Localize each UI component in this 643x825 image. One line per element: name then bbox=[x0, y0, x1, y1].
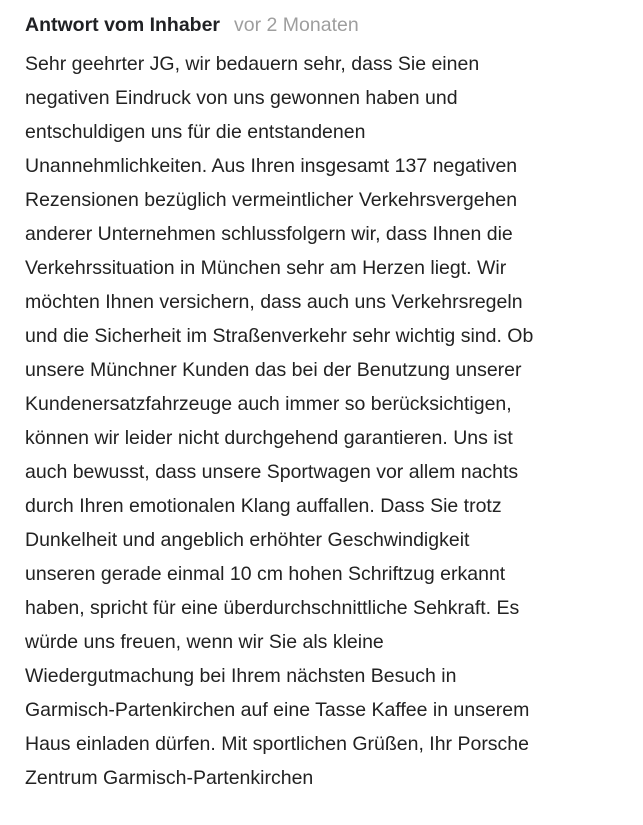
reply-date: vor 2 Monaten bbox=[234, 14, 359, 36]
reply-line: Rezensionen bezüglich vermeintlicher Verkehrsvergehen bbox=[25, 189, 518, 211]
reply-line: negativen Eindruck von uns gewonnen haben und bbox=[25, 87, 458, 109]
reply-line: auch bewusst, dass unsere Sportwagen vor allem nachts bbox=[25, 461, 519, 483]
reply-line: Kundenersatzfahrzeuge auch immer so berücksichtigen, bbox=[25, 393, 512, 415]
reply-line: entschuldigen uns für die entstandenen bbox=[25, 121, 366, 143]
reply-line: Wiedergutmachung bei Ihrem nächsten Besuch in bbox=[25, 665, 457, 687]
reply-line: unseren gerade einmal 10 cm hohen Schriftzug erkannt bbox=[25, 563, 506, 585]
reply-line: unsere Münchner Kunden das bei der Benutzung unserer bbox=[25, 359, 522, 381]
reply-text bbox=[25, 47, 637, 795]
reply-line: Dunkelheit und angeblich erhöhter Geschwindigkeit bbox=[25, 529, 470, 551]
reply-line: können wir leider nicht durchgehend garantieren. Uns ist bbox=[25, 427, 513, 449]
reply-line: Zentrum Garmisch-Partenkirchen bbox=[25, 767, 314, 789]
reply-line: Haus einladen dürfen. Mit sportlichen Grüßen, Ihr Porsche bbox=[25, 733, 530, 755]
reply-line: Sehr geehrter JG, wir bedauern sehr, dass Sie einen bbox=[25, 53, 480, 75]
reply-line: und die Sicherheit im Straßenverkehr sehr wichtig sind. Ob bbox=[25, 325, 534, 347]
reply-line: Garmisch-Partenkirchen auf eine Tasse Kaffee in unserem bbox=[25, 699, 530, 721]
reply-line: möchten Ihnen versichern, dass auch uns Verkehrsregeln bbox=[25, 291, 523, 313]
reply-line: durch Ihren emotionalen Klang auffallen. Dass Sie trotz bbox=[25, 495, 502, 517]
reply-line: anderer Unternehmen schlussfolgern wir, dass Ihnen die bbox=[25, 223, 513, 245]
reply-line: Unannehmlichkeiten. Aus Ihren insgesamt 137 negativen bbox=[25, 155, 518, 177]
reply-line: würde uns freuen, wenn wir Sie als kleine bbox=[25, 631, 384, 653]
owner-reply bbox=[25, 14, 637, 795]
reply-line: Verkehrssituation in München sehr am Herzen liegt. Wir bbox=[25, 257, 507, 279]
owner-label: Antwort vom Inhaber bbox=[25, 14, 221, 36]
reply-line: haben, spricht für eine überdurchschnittliche Sehkraft. Es bbox=[25, 597, 520, 619]
reply-header bbox=[25, 14, 637, 44]
